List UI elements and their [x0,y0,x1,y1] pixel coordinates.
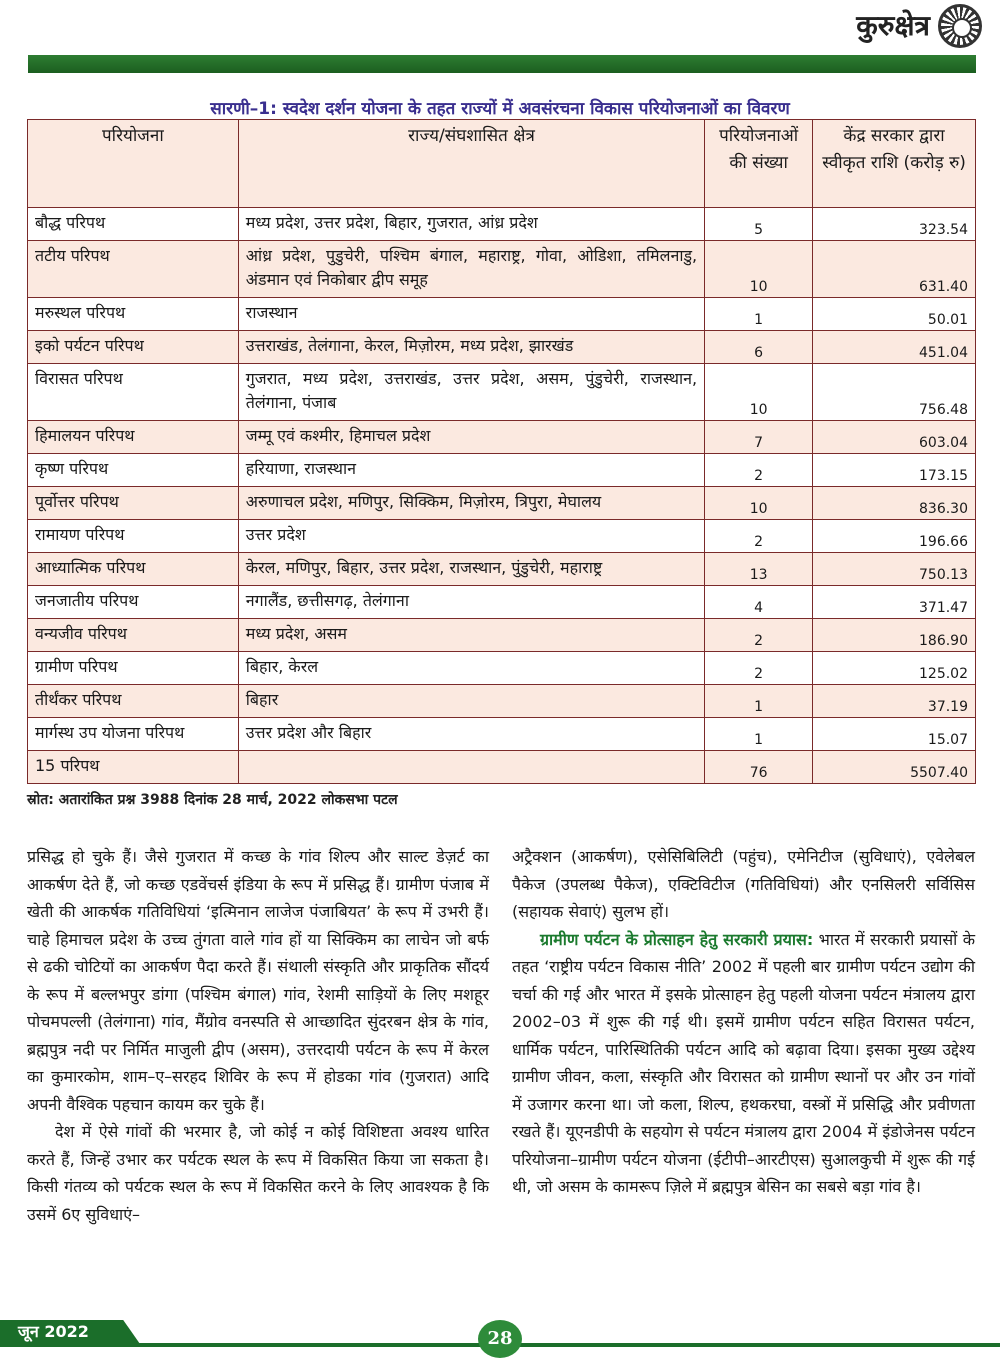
cell-count: 2 [705,454,813,487]
table-source-note: स्रोत: अतारांकित प्रश्न 3988 दिनांक 28 मार्च, 2022 लोकसभा पटल [27,792,398,808]
cell-amount: 756.48 [813,364,976,421]
table-body [28,208,976,784]
cell-count: 10 [705,241,813,298]
cell-project: वन्यजीव परिपथ [28,619,239,652]
cell-amount: 50.01 [813,298,976,331]
cell-project: आध्यात्मिक परिपथ [28,553,239,586]
cell-count: 10 [705,487,813,520]
table-row [28,553,976,586]
header-project: परियोजना [28,120,239,208]
cell-states [238,751,704,784]
cell-amount: 196.66 [813,520,976,553]
cell-project: मार्गस्थ उप योजना परिपथ [28,718,239,751]
cell-project: बौद्ध परिपथ [28,208,239,241]
cell-count: 76 [705,751,813,784]
cell-states: जम्मू एवं कश्मीर, हिमाचल प्रदेश [238,421,704,454]
cell-project: जनजातीय परिपथ [28,586,239,619]
header-amount: केंद्र सरकार द्वारा स्वीकृत राशि (करोड़ रु) [813,120,976,208]
left-column [27,843,489,1228]
cell-states: बिहार [238,685,704,718]
cell-count: 13 [705,553,813,586]
cell-amount: 173.15 [813,454,976,487]
table-row [28,454,976,487]
table-row [28,751,976,784]
table-row [28,520,976,553]
cell-project: ग्रामीण परिपथ [28,652,239,685]
cell-amount: 451.04 [813,331,976,364]
cell-states: गुजरात, मध्य प्रदेश, उत्तराखंड, उत्तर प्रदेश, असम, पुंडुचेरी, राजस्थान, तेलंगाना, पंजाब [238,364,704,421]
section-heading: ग्रामीण पर्यटन के प्रोत्साहन हेतु सरकारी प्रयास: [540,929,814,949]
table-row [28,685,976,718]
cell-amount: 750.13 [813,553,976,586]
table-caption: सारणी–1: स्वदेश दर्शन योजना के तहत राज्यों में अवसंरचना विकास परियोजनाओं का विवरण [210,99,790,119]
table-header-row [28,120,976,208]
cell-amount: 631.40 [813,241,976,298]
cell-amount: 603.04 [813,421,976,454]
cell-count: 2 [705,520,813,553]
cell-states: मध्य प्रदेश, असम [238,619,704,652]
cell-states: उत्तर प्रदेश [238,520,704,553]
left-paragraph-1: प्रसिद्ध हो चुके हैं। जैसे गुजरात में कच्छ के गांव शिल्प और साल्ट डेज़र्ट का आकर्षण देते हैं, जो कच्छ एडवेंचर्स इंडिया के रूप में प्रसिद्ध हैं। ग्रामीण पंजाब में खेती की आकर्षक गतिविधियां ‘इत्मिनान लाजेज पंजाबियत’ के रूप में उभरी हैं। चाहे हिमाचल प्रदेश के उच्च तुंगता वाले गांव हों या सिक्किम का लाचेन जो बर्फ से ढकी चोटियों का आकर्षण पैदा करते हैं। संथाली संस्कृति और प्राकृतिक सौंदर्य के रूप में बल्लभपुर डांगा (पश्चिम बंगाल) गांव, रेशमी साड़ियों के लिए मशहूर पोचमपल्ली (तेलंगाना) गांव, मैंग्रोव वनस्पति से आच्छादित सुंदरबन क्षेत्र के गांव, ब्रह्मपुत्र नदी पर निर्मित माजुली द्वीप (असम), उत्तरदायी पर्यटन के रूप में केरल का कुमारकोम, शाम–ए–सरहद शिविर के रूप में होडका गांव (गुजरात) आदि अपनी वैश्विक पहचान कायम कर चुके हैं। [27,847,489,1114]
page-number: 28 [478,1320,522,1358]
cell-states: राजस्थान [238,298,704,331]
cell-count: 2 [705,652,813,685]
cell-states: हरियाणा, राजस्थान [238,454,704,487]
cell-amount: 125.02 [813,652,976,685]
cell-count: 5 [705,208,813,241]
cell-amount: 37.19 [813,685,976,718]
table-row [28,619,976,652]
cell-count: 7 [705,421,813,454]
table-row [28,331,976,364]
cell-states: केरल, मणिपुर, बिहार, उत्तर प्रदेश, राजस्थान, पुंडुचेरी, महाराष्ट्र [238,553,704,586]
cell-amount: 323.54 [813,208,976,241]
cell-project: मरुस्थल परिपथ [28,298,239,331]
header-states: राज्य/संघशासित क्षेत्र [238,120,704,208]
table-row [28,586,976,619]
cell-count: 6 [705,331,813,364]
right-paragraph-2-text: भारत में सरकारी प्रयासों के तहत ‘राष्ट्रीय पर्यटन विकास नीति’ 2002 में पहली बार ग्रामीण पर्यटन उद्योग की चर्चा की गई और भारत में इसके प्रोत्साहन हेतु पहली योजना पर्यटन मंत्रालय द्वारा 2002–03 में शुरू की गई थी। इसमें ग्रामीण पर्यटन सहित विरासत पर्यटन, धार्मिक पर्यटन, पारिस्थितिकी पर्यटन आदि को बढ़ावा दिया। इसका मुख्य उद्देश्य ग्रामीण जीवन, कला, संस्कृति और विरासत को ग्रामीण स्थानों पर और उन गांवों में उजागर करना था। जो कला, शिल्प, हथकरघा, वस्त्रों में प्रसिद्धि और प्रवीणता रखते हैं। यूएनडीपी के सहयोग से पर्यटन मंत्रालय द्वारा 2004 में इंडोजेनस पर्यटन परियोजना–ग्रामीण पर्यटन योजना (ईटीपी–आरटीएस) सुआलकुची में शुरू की गई थी, जो असम के कामरूप ज़िले में ब्रह्मपुत्र बेसिन का सबसे बड़ा गांव है। [512,929,975,1196]
cell-count: 1 [705,298,813,331]
cell-count: 1 [705,718,813,751]
table-row [28,652,976,685]
table-row [28,718,976,751]
cell-project: 15 परिपथ [28,751,239,784]
cell-states: मध्य प्रदेश, उत्तर प्रदेश, बिहार, गुजरात, आंध्र प्रदेश [238,208,704,241]
projects-table [27,119,976,784]
cell-states: उत्तर प्रदेश और बिहार [238,718,704,751]
cell-amount: 15.07 [813,718,976,751]
right-paragraph-2 [512,926,975,1201]
cell-project: इको पर्यटन परिपथ [28,331,239,364]
table-row [28,241,976,298]
magazine-masthead: कुरुक्षेत्र [856,9,930,42]
cell-states: नगालैंड, छत्तीसगढ़, तेलंगाना [238,586,704,619]
cell-count: 2 [705,619,813,652]
header-count: परियोजनाओं की संख्या [705,120,813,208]
cell-project: पूर्वोत्तर परिपथ [28,487,239,520]
right-paragraph-1: अट्रैक्शन (आकर्षण), एसेसिबिलिटी (पहुंच), एमेनिटीज (सुविधाएं), एवेलेबल पैकेज (उपलब्ध पैकेज), एक्टिविटीज (गतिविधियां) और एनसिलरी सर्विसिस (सहायक सेवाएं) सुलभ हों। [512,847,975,921]
cell-project: रामायण परिपथ [28,520,239,553]
cell-states: बिहार, केरल [238,652,704,685]
cell-amount: 186.90 [813,619,976,652]
table-row [28,298,976,331]
cell-count: 10 [705,364,813,421]
cell-project: विरासत परिपथ [28,364,239,421]
cell-project: हिमालयन परिपथ [28,421,239,454]
table-row [28,421,976,454]
cell-states: उत्तराखंड, तेलंगाना, केरल, मिज़ोरम, मध्य प्रदेश, झारखंड [238,331,704,364]
cell-amount: 371.47 [813,586,976,619]
right-column [512,843,975,1201]
cell-count: 4 [705,586,813,619]
left-paragraph-2: देश में ऐसे गांवों की भरमार है, जो कोई न कोई विशिष्टता अवश्य धारित करते हैं, जिन्हें उभार कर पर्यटक स्थल के रूप में विकसित किया जा सकता है। किसी गंतव्य को पर्यटक स्थल के रूप में विकसित करने के लिए आवश्यक है कि उसमें 6ए सुविधाएं– [27,1122,489,1224]
cell-project: तटीय परिपथ [28,241,239,298]
table-row [28,364,976,421]
header-green-bar [28,55,976,73]
cell-count: 1 [705,685,813,718]
cell-project: कृष्ण परिपथ [28,454,239,487]
cell-amount: 836.30 [813,487,976,520]
cell-project: तीर्थंकर परिपथ [28,685,239,718]
cell-states: आंध्र प्रदेश, पुडुचेरी, पश्चिम बंगाल, महाराष्ट्र, गोवा, ओडिशा, तमिलनाडु, अंडमान एवं निकोबार द्वीप समूह [238,241,704,298]
magazine-emblem-icon [938,4,982,48]
cell-amount: 5507.40 [813,751,976,784]
table-row [28,208,976,241]
table-row [28,487,976,520]
issue-month: जून 2022 [18,1322,89,1341]
cell-states: अरुणाचल प्रदेश, मणिपुर, सिक्किम, मिज़ोरम, त्रिपुरा, मेघालय [238,487,704,520]
